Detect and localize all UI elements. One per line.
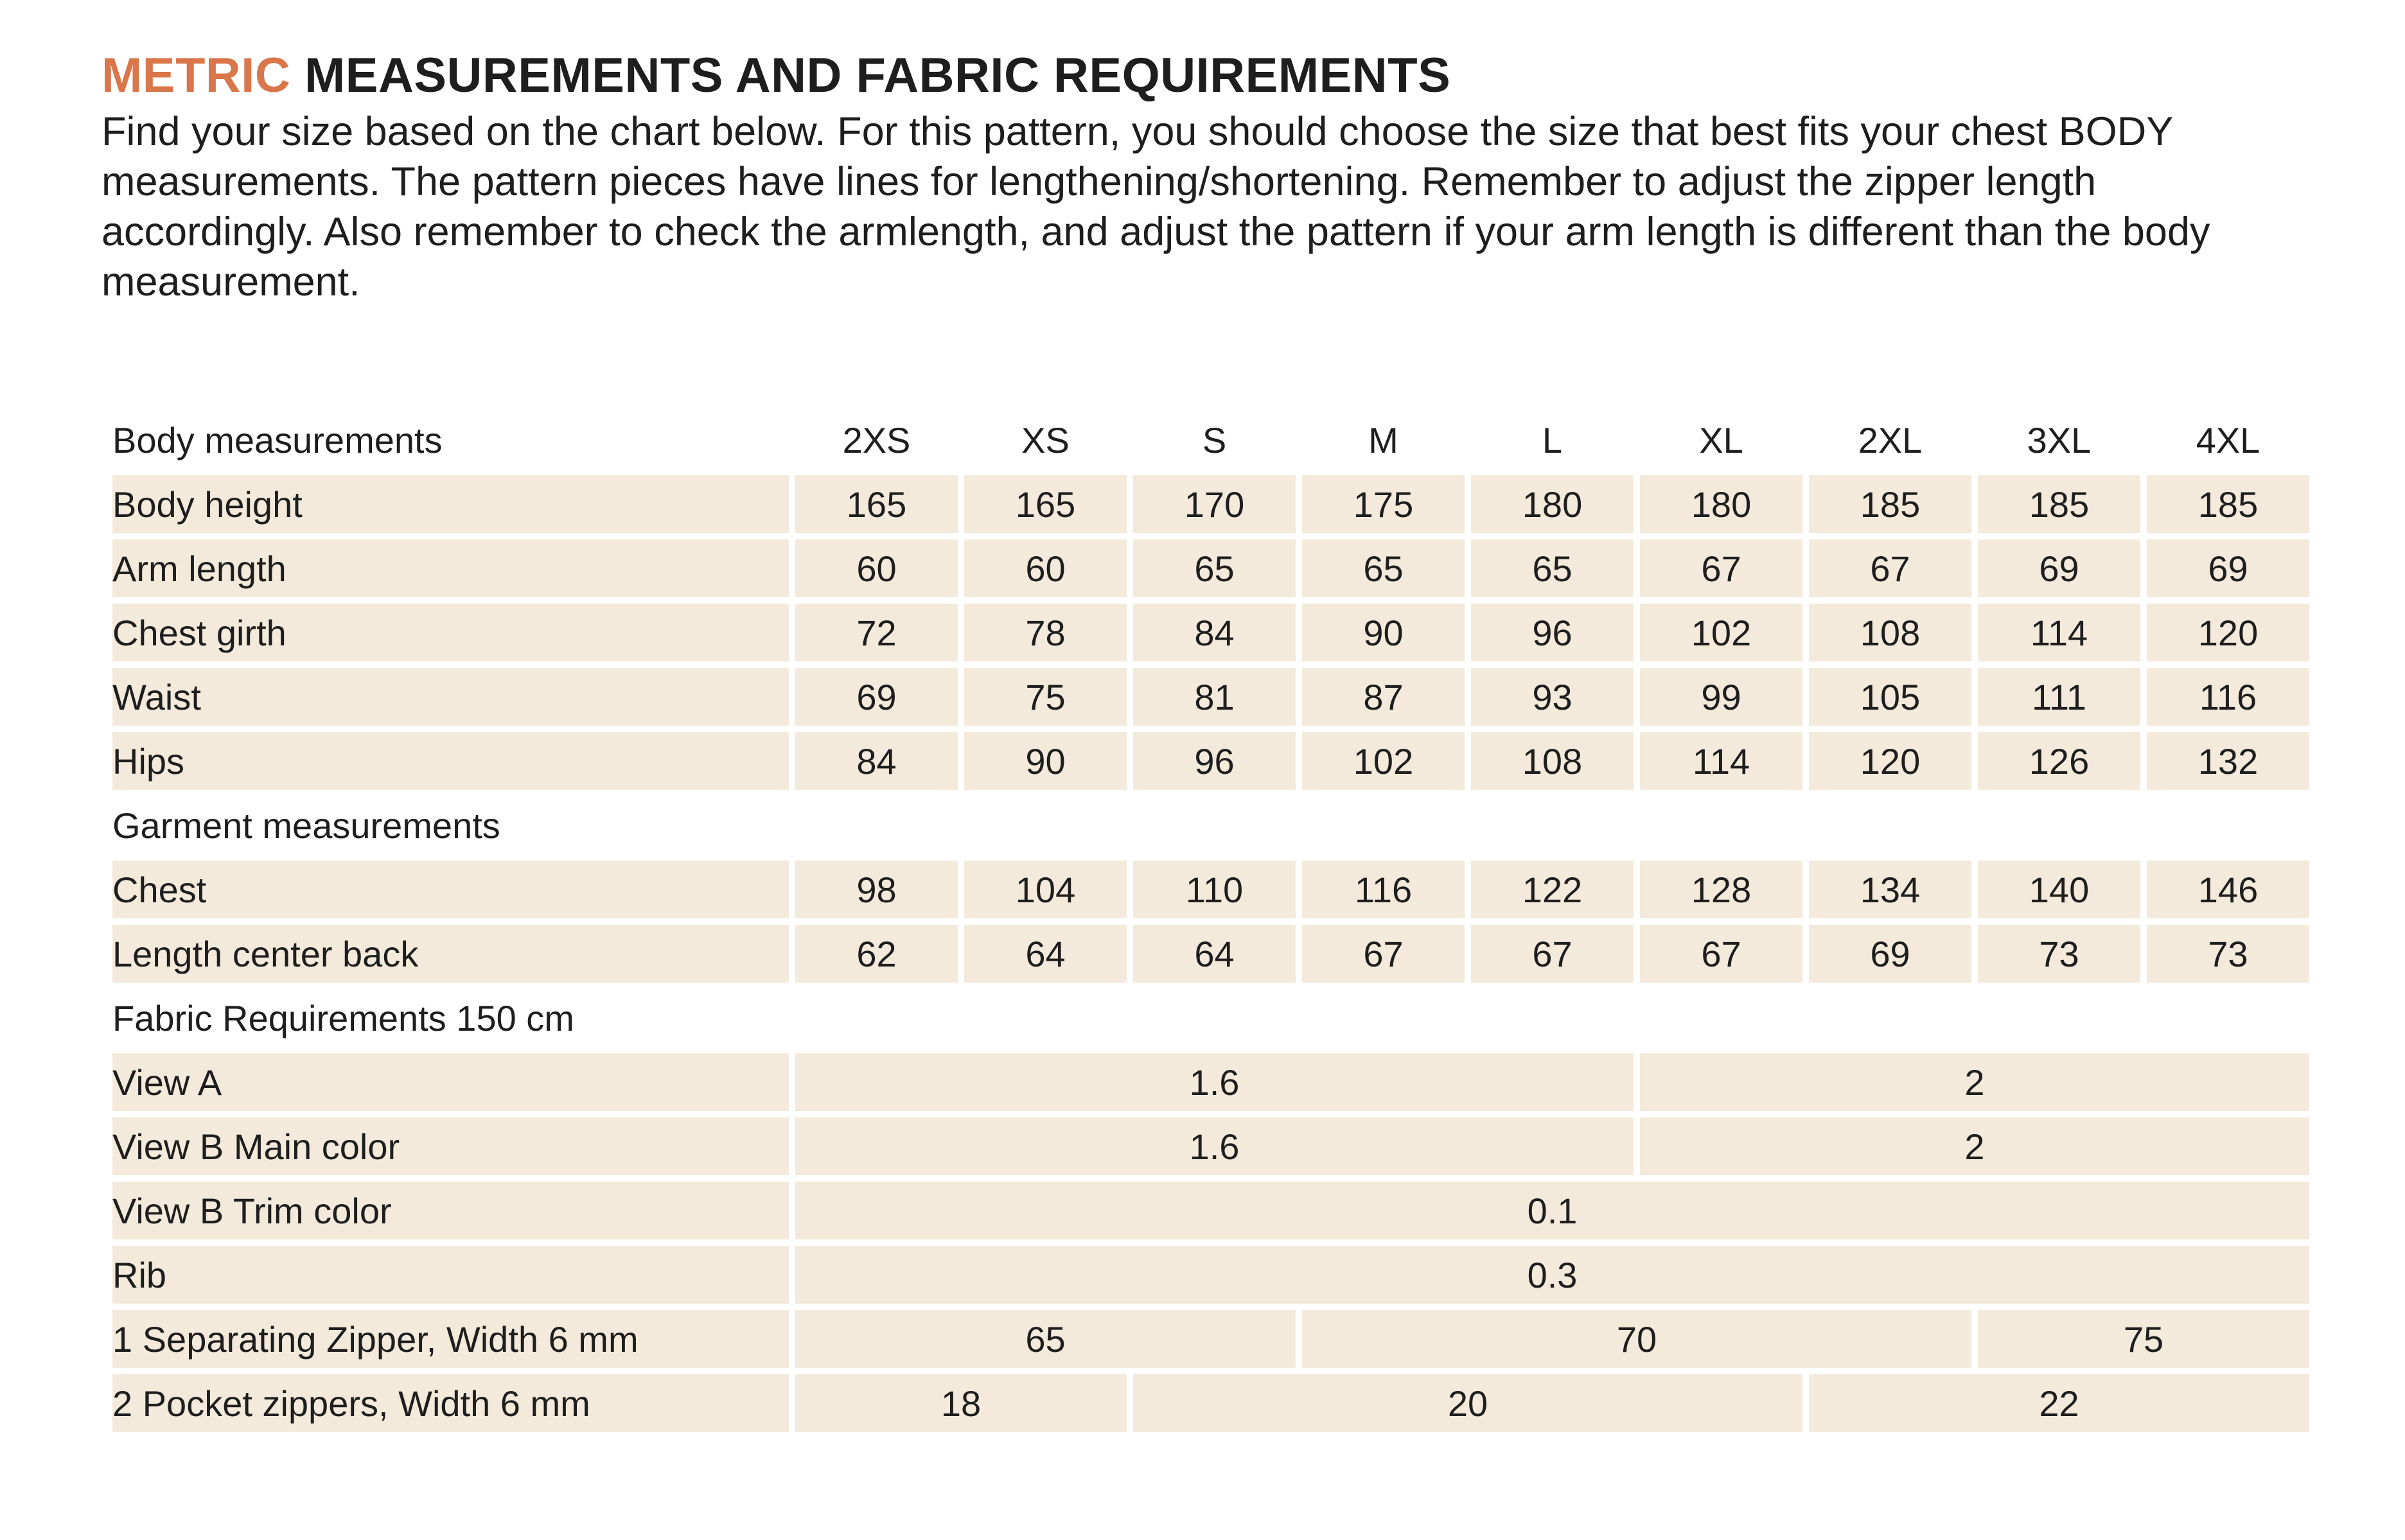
- table-row: [112, 539, 2309, 597]
- table-cell: 185: [1809, 475, 1971, 533]
- table-row: [112, 1310, 2309, 1368]
- table-cell: 108: [1809, 604, 1971, 661]
- table-cell: 1.6: [795, 1117, 1634, 1175]
- table-row: [112, 1053, 2309, 1111]
- table-cell: 60: [795, 539, 958, 597]
- table-cell: 65: [1471, 539, 1634, 597]
- table-cell: 0.1: [795, 1182, 2309, 1239]
- table-cell: 140: [1978, 861, 2140, 918]
- table-cell: 180: [1640, 475, 1802, 533]
- table-row: [112, 732, 2309, 790]
- row-label-waist: Waist: [112, 668, 789, 726]
- size-header-2xl: 2XL: [1858, 419, 1923, 460]
- row-label-body-height: Body height: [112, 475, 789, 533]
- table-cell: 69: [2147, 539, 2309, 597]
- size-header-2xs: 2XS: [842, 419, 911, 460]
- row-label-hips: Hips: [112, 732, 789, 790]
- table-cell: 128: [1640, 861, 1802, 918]
- row-label-rib: Rib: [112, 1246, 789, 1304]
- table-cell: 134: [1809, 861, 1971, 918]
- table-row: [112, 861, 2309, 918]
- table-cell: 111: [1978, 668, 2140, 726]
- section-header-row: [112, 989, 2309, 1047]
- table-cell: 2: [1640, 1117, 2309, 1175]
- table-cell: 67: [1809, 539, 1971, 597]
- garment-section-label: Garment measurements: [112, 805, 500, 846]
- row-label-view-a: View A: [112, 1053, 789, 1111]
- table-cell: 114: [1640, 732, 1802, 790]
- table-cell: 180: [1471, 475, 1634, 533]
- row-label-1-separating-zipper-width-6-mm: 1 Separating Zipper, Width 6 mm: [112, 1310, 789, 1368]
- size-header-s: S: [1202, 419, 1227, 460]
- page-title: [101, 46, 1450, 105]
- table-cell: 20: [1133, 1374, 1802, 1432]
- row-label-length-center-back: Length center back: [112, 925, 789, 983]
- table-cell: 64: [964, 925, 1127, 983]
- table-cell: 69: [1809, 925, 1971, 983]
- row-label-chest: Chest: [112, 861, 789, 918]
- size-header-m: M: [1368, 419, 1398, 460]
- table-cell: 132: [2147, 732, 2309, 790]
- row-label-arm-length: Arm length: [112, 539, 789, 597]
- table-cell: 64: [1133, 925, 1296, 983]
- table-row: [112, 604, 2309, 661]
- table-cell: 75: [964, 668, 1127, 726]
- table-cell: 75: [1978, 1310, 2309, 1368]
- table-cell: 73: [1978, 925, 2140, 983]
- table-cell: 120: [2147, 604, 2309, 661]
- table-cell: 99: [1640, 668, 1802, 726]
- table-cell: 69: [795, 668, 958, 726]
- size-chart-table: [106, 405, 2316, 1439]
- table-cell: 96: [1133, 732, 1296, 790]
- table-cell: 67: [1471, 925, 1634, 983]
- table-cell: 165: [795, 475, 958, 533]
- table-cell: 81: [1133, 668, 1296, 726]
- table-cell: 62: [795, 925, 958, 983]
- table-cell: 84: [795, 732, 958, 790]
- table-cell: 165: [964, 475, 1127, 533]
- size-header-xl: XL: [1699, 419, 1743, 460]
- table-row: [112, 1117, 2309, 1175]
- title-accent: METRIC: [101, 48, 291, 103]
- size-chart-body: [112, 411, 2309, 1432]
- table-row: [112, 1374, 2309, 1432]
- table-cell: 84: [1133, 604, 1296, 661]
- table-cell: 105: [1809, 668, 1971, 726]
- row-label-view-b-trim-color: View B Trim color: [112, 1182, 789, 1239]
- table-cell: 93: [1471, 668, 1634, 726]
- size-header-row: [112, 411, 2309, 469]
- table-cell: 72: [795, 604, 958, 661]
- size-header-3xl: 3XL: [2027, 419, 2092, 460]
- section-header-row: [112, 796, 2309, 854]
- table-cell: 170: [1133, 475, 1296, 533]
- table-cell: 102: [1640, 604, 1802, 661]
- table-cell: 185: [1978, 475, 2140, 533]
- table-cell: 102: [1302, 732, 1465, 790]
- table-cell: 90: [1302, 604, 1465, 661]
- table-cell: 22: [1809, 1374, 2309, 1432]
- table-cell: 67: [1640, 539, 1802, 597]
- table-cell: 108: [1471, 732, 1634, 790]
- table-cell: 98: [795, 861, 958, 918]
- table-cell: 110: [1133, 861, 1296, 918]
- table-cell: 65: [1133, 539, 1296, 597]
- size-header-4xl: 4XL: [2196, 419, 2260, 460]
- table-cell: 175: [1302, 475, 1465, 533]
- table-cell: 73: [2147, 925, 2309, 983]
- table-cell: 2: [1640, 1053, 2309, 1111]
- title-rest: MEASUREMENTS AND FABRIC REQUIREMENTS: [304, 48, 1451, 103]
- table-cell: 69: [1978, 539, 2140, 597]
- table-cell: 126: [1978, 732, 2140, 790]
- table-cell: 65: [1302, 539, 1465, 597]
- fabric-section-label: Fabric Requirements 150 cm: [112, 997, 574, 1038]
- table-cell: 78: [964, 604, 1127, 661]
- table-row: [112, 475, 2309, 533]
- table-cell: 67: [1302, 925, 1465, 983]
- table-cell: 70: [1302, 1310, 1971, 1368]
- table-cell: 185: [2147, 475, 2309, 533]
- table-cell: 90: [964, 732, 1127, 790]
- table-row: [112, 1246, 2309, 1304]
- size-header-l: L: [1542, 419, 1563, 460]
- row-label-chest-girth: Chest girth: [112, 604, 789, 661]
- table-cell: 67: [1640, 925, 1802, 983]
- table-cell: 114: [1978, 604, 2140, 661]
- table-cell: 116: [1302, 861, 1465, 918]
- row-label-view-b-main-color: View B Main color: [112, 1117, 789, 1175]
- size-header-xs: XS: [1021, 419, 1070, 460]
- table-row: [112, 668, 2309, 726]
- intro-paragraph: Find your size based on the chart below. For this pattern, you should choose the size that best fits your chest BODY measurements. The pattern pieces have lines for lengthening/shortening. Remember to adjust the zipper length accordingly. Also remember to check the armlength, and adjust the pattern if your arm length is different than the body measurement.: [101, 109, 2210, 304]
- table-cell: 96: [1471, 604, 1634, 661]
- table-cell: 87: [1302, 668, 1465, 726]
- table-cell: 1.6: [795, 1053, 1634, 1111]
- table-cell: 104: [964, 861, 1127, 918]
- table-cell: 65: [795, 1310, 1296, 1368]
- table-cell: 122: [1471, 861, 1634, 918]
- table-row: [112, 1182, 2309, 1239]
- table-cell: 60: [964, 539, 1127, 597]
- table-cell: 120: [1809, 732, 1971, 790]
- table-cell: 0.3: [795, 1246, 2309, 1304]
- body-section-label: Body measurements: [112, 419, 443, 460]
- row-label-2-pocket-zippers-width-6-mm: 2 Pocket zippers, Width 6 mm: [112, 1374, 789, 1432]
- table-cell: 116: [2147, 668, 2309, 726]
- table-cell: 146: [2147, 861, 2309, 918]
- table-cell: 18: [795, 1374, 1127, 1432]
- table-row: [112, 925, 2309, 983]
